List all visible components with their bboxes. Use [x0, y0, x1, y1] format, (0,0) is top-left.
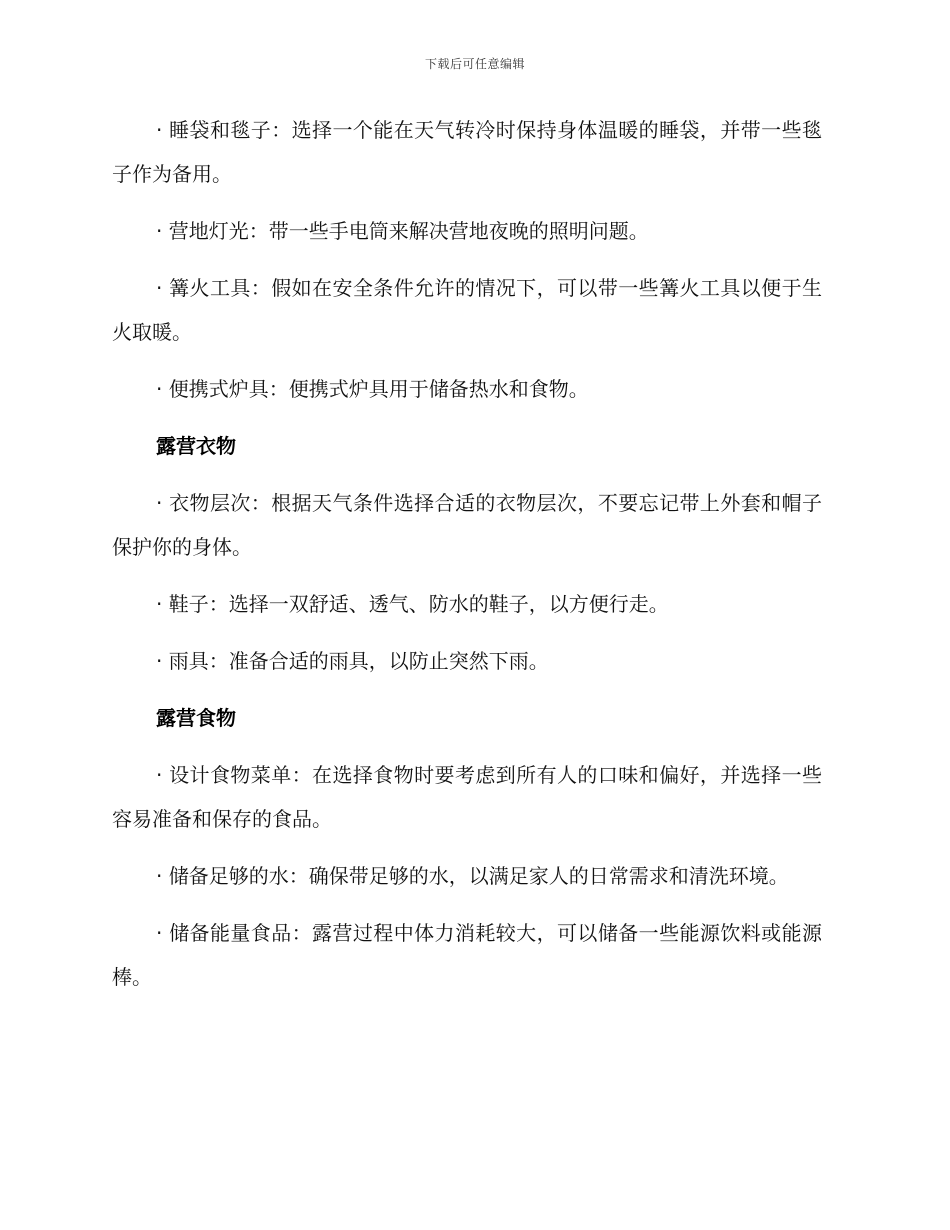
list-item-shoes: · 鞋子：选择一双舒适、透气、防水的鞋子，以方便行走。	[156, 592, 669, 616]
document-body	[112, 108, 822, 1012]
list-item-water: · 储备足够的水：确保带足够的水，以满足家人的日常需求和清洗环境。	[156, 864, 789, 888]
section-heading-food: 露营食物	[156, 706, 236, 730]
list-item-energy-food: · 储备能量食品：露营过程中体力消耗较大，可以储备一些能源饮料或能源棒。	[112, 921, 822, 989]
list-item-campfire-tools: · 篝火工具：假如在安全条件允许的情况下，可以带一些篝火工具以便于生火取暖。	[112, 276, 822, 344]
list-item-camp-lighting: · 营地灯光：带一些手电筒来解决营地夜晚的照明问题。	[156, 219, 649, 243]
list-item-food-menu: · 设计食物菜单：在选择食物时要考虑到所有人的口味和偏好，并选择一些容易准备和保存的食品。	[112, 763, 822, 831]
list-item-clothing-layers: · 衣物层次：根据天气条件选择合适的衣物层次，不要忘记带上外套和帽子保护你的身体。	[112, 491, 822, 559]
section-heading-clothing: 露营衣物	[156, 434, 236, 458]
list-item-sleeping-bag: · 睡袋和毯子：选择一个能在天气转冷时保持身体温暖的睡袋，并带一些毯子作为备用。	[112, 118, 822, 186]
list-item-portable-stove: · 便携式炉具：便携式炉具用于储备热水和食物。	[156, 377, 589, 401]
list-item-rain-gear: · 雨具：准备合适的雨具，以防止突然下雨。	[156, 649, 549, 673]
page-header: 下载后可任意编辑	[424, 57, 525, 71]
